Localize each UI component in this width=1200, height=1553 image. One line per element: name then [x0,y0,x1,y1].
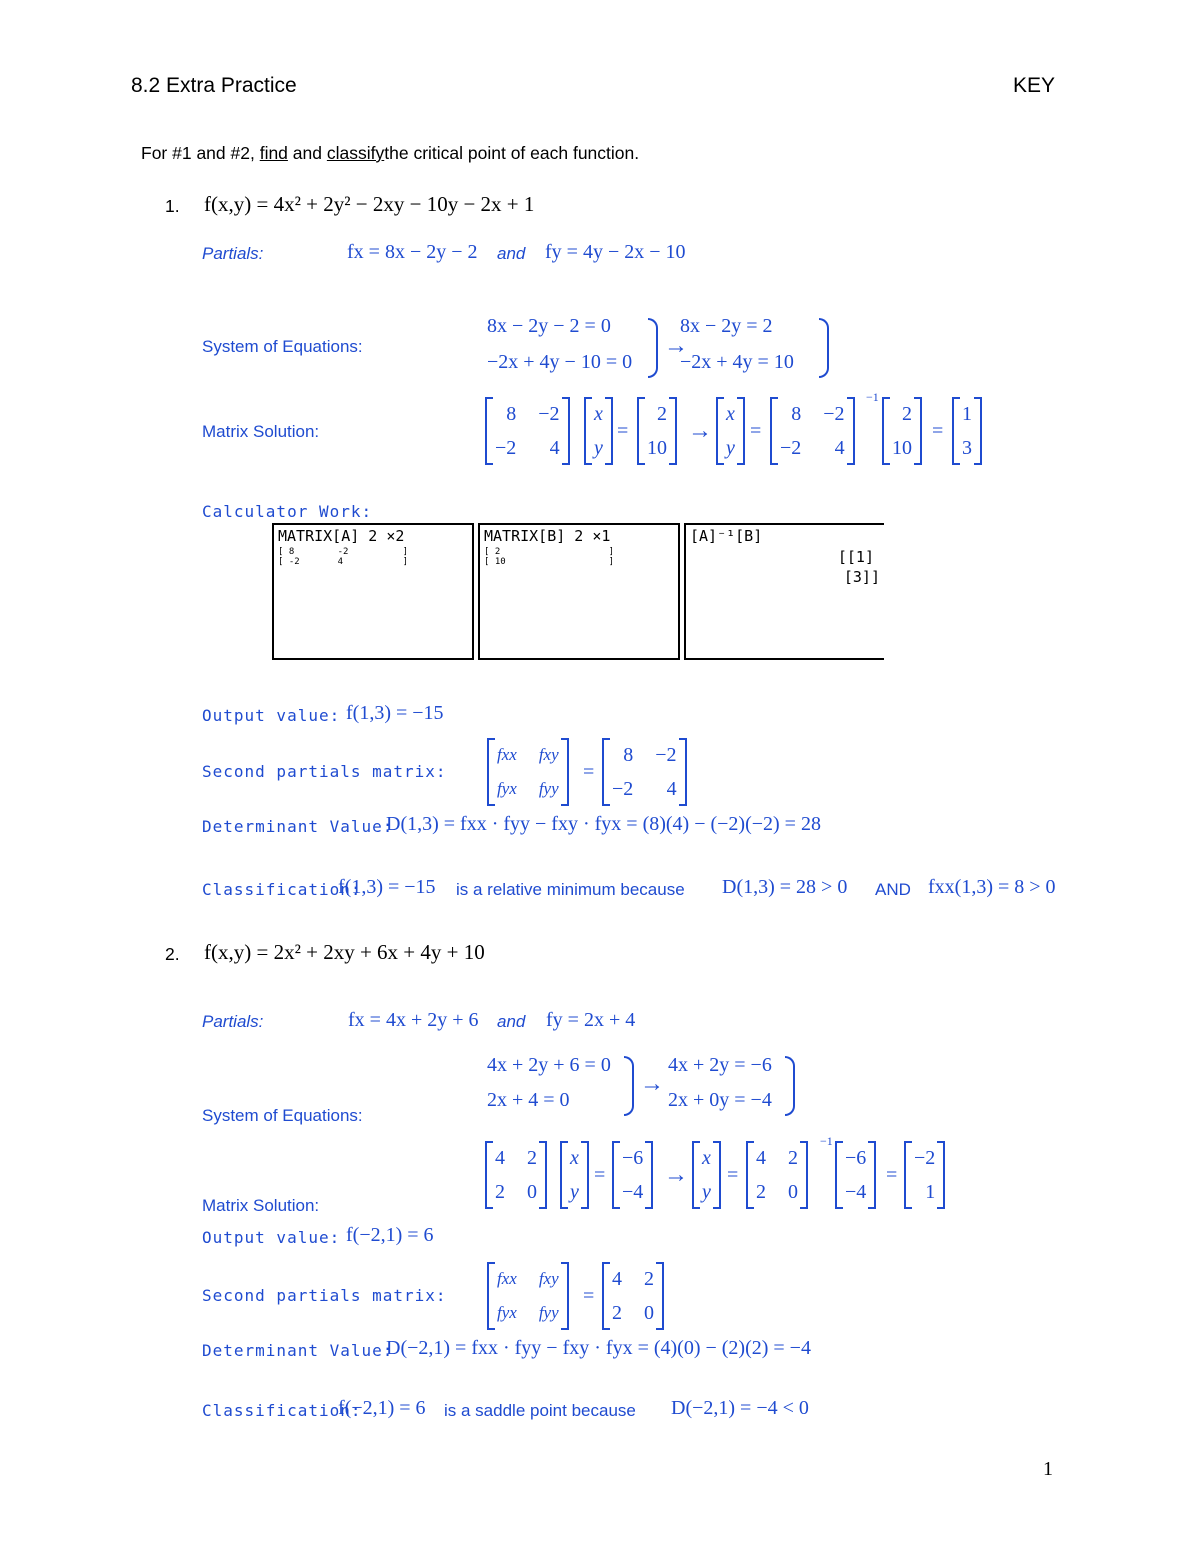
key-label: KEY [1013,74,1056,97]
cell: −2 [914,1147,936,1169]
p1-matrix-label: Matrix Solution: [202,422,320,441]
p1-det: D(1,3) = fxx · fyy − fxy · fyx = (8)(4) − (−2)(−2) = 28 [386,813,821,835]
p1-class-and: AND [875,880,911,899]
cell: 4 [756,1147,766,1169]
p1-eq-sign-h: = [583,761,595,783]
p2-class-det: D(−2,1) = −4 < 0 [671,1397,809,1419]
calc-row: [ 10 ] [484,557,615,567]
p1-eq-sign: = [617,420,629,442]
cell: x [570,1147,579,1169]
cell: 10 [647,437,667,459]
p2-partials-label: Partials: [202,1012,264,1031]
p1-hessian-symbols [487,738,569,806]
p2-output-label: Output value: [202,1228,341,1247]
p1-output: f(1,3) = −15 [346,702,444,724]
cell: −4 [622,1181,644,1203]
problem2-function: f(x,y) = 2x² + 2xy + 6x + 4y + 10 [204,940,485,964]
p2-eq3: 4x + 2y = −6 [668,1054,772,1076]
cell: −2 [655,744,677,766]
cell: −2 [538,403,560,425]
p2-and: and [497,1012,526,1031]
cell: −2 [780,437,802,459]
instr-classify: classify [326,143,385,163]
p2-matrix-X [560,1141,589,1209]
cell: −4 [845,1181,867,1203]
problem1-function: f(x,y) = 4x² + 2y² − 2xy − 10y − 2x + 1 [204,192,535,216]
cell: 1 [962,403,972,425]
cell: 4 [666,778,677,800]
p1-class-text: is a relative minimum because [456,880,685,899]
p1-arrow: → [664,333,688,359]
p2-matrix-X2 [692,1141,721,1209]
calc-screen-A [272,523,474,660]
p2-eq-sign: = [594,1164,606,1186]
p2-matrix-Ainv [746,1141,808,1209]
p1-second-label: Second partials matrix: [202,762,447,781]
p1-class-value: f(1,3) = −15 [338,876,436,898]
p1-det-label: Determinant Value: [202,817,394,836]
p2-det: D(−2,1) = fxx · fyy − fxy · fyx = (4)(0) − (2)(2) = −4 [386,1337,811,1359]
p1-system-label: System of Equations: [202,337,363,356]
cell: 2 [756,1181,766,1203]
cell: 4 [834,437,845,459]
p1-fx: fx = 8x − 2y − 2 [347,241,478,263]
p2-eq-sign-h: = [583,1285,595,1307]
p1-inverse-exp: −1 [866,390,879,404]
cell: x [594,403,603,425]
cell: x [702,1147,711,1169]
p1-matrix-solution [952,397,982,465]
p2-matrix-A [485,1141,547,1209]
p2-output: f(−2,1) = 6 [346,1224,434,1246]
cell: −6 [845,1147,867,1169]
cell: fxy [538,1269,559,1288]
p2-eq4: 2x + 0y = −4 [668,1089,772,1111]
p2-det-label: Determinant Value: [202,1341,394,1360]
p1-eq3: 8x − 2y = 2 [680,315,773,337]
instructions [141,143,639,164]
p2-second-label: Second partials matrix: [202,1286,447,1305]
p1-class-det: D(1,3) = 28 > 0 [722,876,848,898]
p2-hessian-symbols [487,1262,569,1330]
p2-fy: fy = 2x + 4 [546,1009,636,1031]
instr-and: and [292,143,322,163]
p2-matrix-B2 [835,1141,876,1209]
p1-eq1: 8x − 2y − 2 = 0 [487,315,611,337]
p2-arrow: → [640,1071,664,1097]
cell: 2 [902,403,912,425]
p1-brace-2 [819,318,829,378]
cell: 4 [495,1147,505,1169]
p1-matrix-Ainv [770,397,855,465]
cell: 2 [495,1181,505,1203]
p2-eq2: 2x + 4 = 0 [487,1089,570,1111]
p1-matrix-X2 [716,397,745,465]
cell: 2 [644,1268,654,1290]
p1-brace-1 [648,318,658,378]
problem2-number: 2. [165,944,180,964]
cell: 8 [791,403,802,425]
p1-eq-sign-3: = [932,420,944,442]
cell: fyx [497,779,517,798]
page-number: 1 [1043,1458,1053,1480]
instr-pre: For #1 and #2, [141,143,255,163]
p1-eq4: −2x + 4y = 10 [680,351,794,373]
p1-eq-sign-2: = [750,420,762,442]
p2-matrix-solution [904,1141,945,1209]
cell: −6 [622,1147,644,1169]
problem1-number: 1. [165,196,180,216]
cell: 2 [657,403,667,425]
instr-find: find [259,143,288,163]
cell: fyy [538,1303,559,1322]
calc-screen-B [478,523,680,660]
cell: −2 [612,778,634,800]
cell: 4 [612,1268,622,1290]
cell: 10 [892,437,912,459]
p1-class-fxx: fxx(1,3) = 8 > 0 [928,876,1056,898]
p1-matrix-B2 [882,397,922,465]
p1-class-label: Classification: [202,880,362,899]
cell: 2 [527,1147,537,1169]
p1-arrow-2: → [688,418,712,444]
cell: y [726,437,735,459]
p2-brace-2 [785,1056,795,1116]
cell: 0 [788,1181,798,1203]
p2-inverse-exp: −1 [820,1134,833,1148]
calc-result-row: [[1] [837,548,874,566]
cell: fxx [497,745,517,764]
p1-calc-label: Calculator Work: [202,502,373,521]
cell: fxy [538,745,559,764]
calc-title: MATRIX[B] 2 ×1 [484,527,611,545]
cell: 8 [623,744,634,766]
cell: 2 [612,1302,622,1324]
calc-row: [ 2 ] [484,547,615,557]
p1-eq2: −2x + 4y − 10 = 0 [487,351,633,373]
p2-class-text: is a saddle point because [444,1401,636,1420]
cell: y [570,1181,579,1203]
p1-fy: fy = 4y − 2x − 10 [545,241,686,263]
cell: 1 [925,1181,936,1203]
cell: −2 [495,437,517,459]
p2-eq1: 4x + 2y + 6 = 0 [487,1054,611,1076]
calc-screen-result [684,523,884,660]
p1-output-label: Output value: [202,706,341,725]
cell: 8 [506,403,517,425]
p1-hessian-values [602,738,687,806]
p2-system-label: System of Equations: [202,1106,363,1125]
cell: 0 [527,1181,537,1203]
p2-eq-sign-2: = [727,1164,739,1186]
cell: fxx [497,1269,517,1288]
cell: y [702,1181,711,1203]
p2-eq-sign-3: = [886,1164,898,1186]
calc-result-row: [3]] [843,568,880,586]
cell: 4 [549,437,560,459]
page-title: 8.2 Extra Practice [131,74,297,97]
cell: y [594,437,603,459]
cell: 2 [788,1147,798,1169]
p2-arrow-2: → [664,1162,688,1188]
cell: 0 [644,1302,654,1324]
p2-matrix-label: Matrix Solution: [202,1196,320,1215]
p2-brace-1 [624,1056,634,1116]
p2-fx: fx = 4x + 2y + 6 [348,1009,479,1031]
p1-matrix-X [584,397,613,465]
cell: fyx [497,1303,517,1322]
p1-matrix-B [637,397,677,465]
p2-matrix-B [612,1141,653,1209]
p2-class-label: Classification: [202,1401,362,1420]
calc-title: MATRIX[A] 2 ×2 [278,527,405,545]
p2-class-value: f(−2,1) = 6 [338,1397,426,1419]
calc-row: [ 8 -2 ] [278,547,409,557]
cell: −2 [823,403,845,425]
cell: x [726,403,735,425]
p1-matrix-A [485,397,570,465]
calc-row: [ -2 4 ] [278,557,409,567]
p1-partials-label: Partials: [202,244,264,263]
calc-title: [A]⁻¹[B] [690,527,763,545]
cell: 3 [962,437,972,459]
instr-post: the critical point of each function. [384,143,640,163]
cell: fyy [538,779,559,798]
p1-and: and [497,244,526,263]
p2-hessian-values [602,1262,664,1330]
